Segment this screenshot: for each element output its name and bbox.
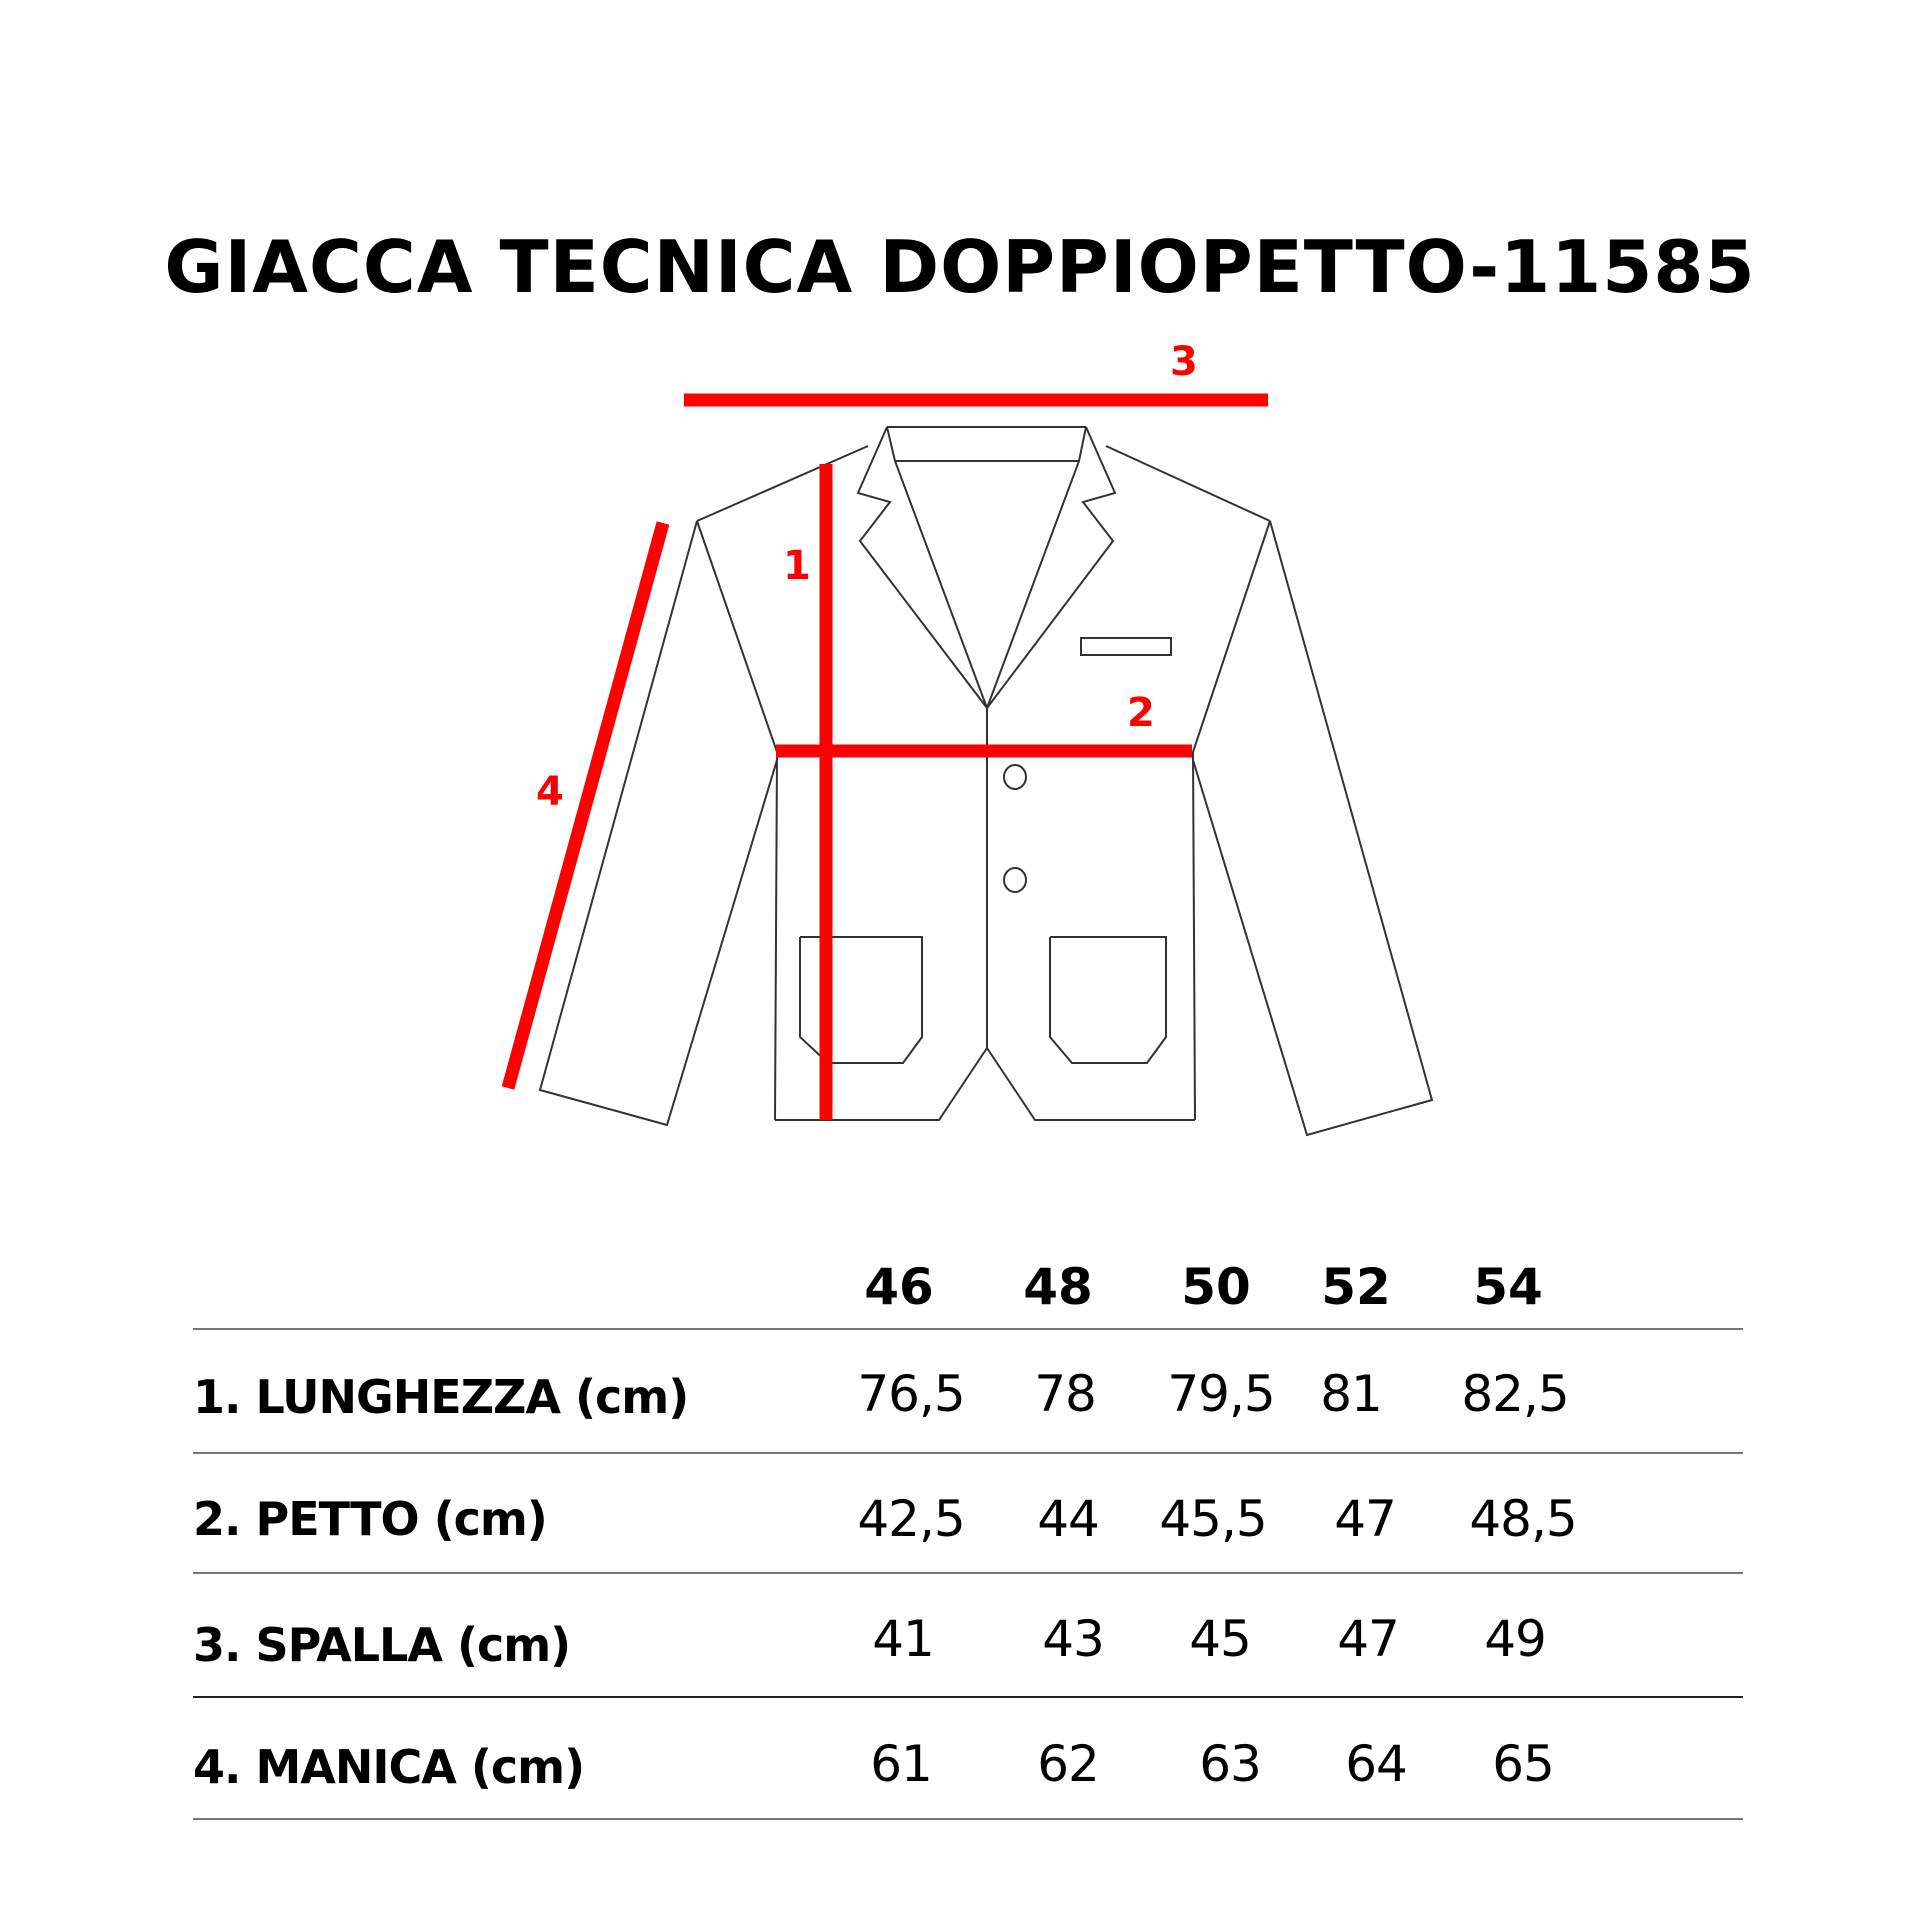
cell: 76,5 [857, 1365, 965, 1423]
cell: 48,5 [1469, 1490, 1577, 1548]
divider [193, 1328, 1743, 1330]
chest-label: 2 [1127, 690, 1155, 736]
cell: 78 [1034, 1365, 1096, 1423]
cell: 49 [1484, 1610, 1546, 1668]
cell: 45,5 [1159, 1490, 1267, 1548]
cell: 45 [1189, 1610, 1251, 1668]
divider [193, 1696, 1743, 1698]
divider [193, 1818, 1743, 1820]
shoulder-label: 3 [1170, 339, 1198, 385]
cell: 44 [1037, 1490, 1099, 1548]
size-header: 54 [1473, 1258, 1543, 1316]
sleeve-measure-line [508, 523, 663, 1088]
page-title: GIACCA TECNICA DOPPIOPETTO-11585 [164, 225, 1756, 309]
cell: 63 [1199, 1735, 1261, 1793]
cell: 82,5 [1461, 1365, 1569, 1423]
measurement-lines [508, 400, 1268, 1120]
row-label: 3. SPALLA (cm) [193, 1618, 571, 1672]
cell: 47 [1334, 1490, 1396, 1548]
cell: 65 [1492, 1735, 1554, 1793]
cell: 42,5 [857, 1490, 965, 1548]
size-header: 52 [1321, 1258, 1391, 1316]
cell: 62 [1037, 1735, 1099, 1793]
divider [193, 1452, 1743, 1454]
size-header: 48 [1023, 1258, 1093, 1316]
cell: 81 [1320, 1365, 1382, 1423]
cell: 41 [872, 1610, 934, 1668]
cell: 43 [1042, 1610, 1104, 1668]
divider [193, 1572, 1743, 1574]
length-label: 1 [783, 543, 811, 589]
size-header: 50 [1181, 1258, 1251, 1316]
row-label: 1. LUNGHEZZA (cm) [193, 1370, 689, 1424]
size-header: 46 [864, 1258, 934, 1316]
jacket-outline [540, 427, 1432, 1135]
cell: 79,5 [1167, 1365, 1275, 1423]
cell: 47 [1337, 1610, 1399, 1668]
sleeve-label: 4 [536, 769, 564, 815]
row-label: 4. MANICA (cm) [193, 1740, 585, 1794]
cell: 64 [1345, 1735, 1407, 1793]
cell: 61 [870, 1735, 932, 1793]
row-label: 2. PETTO (cm) [193, 1492, 547, 1546]
